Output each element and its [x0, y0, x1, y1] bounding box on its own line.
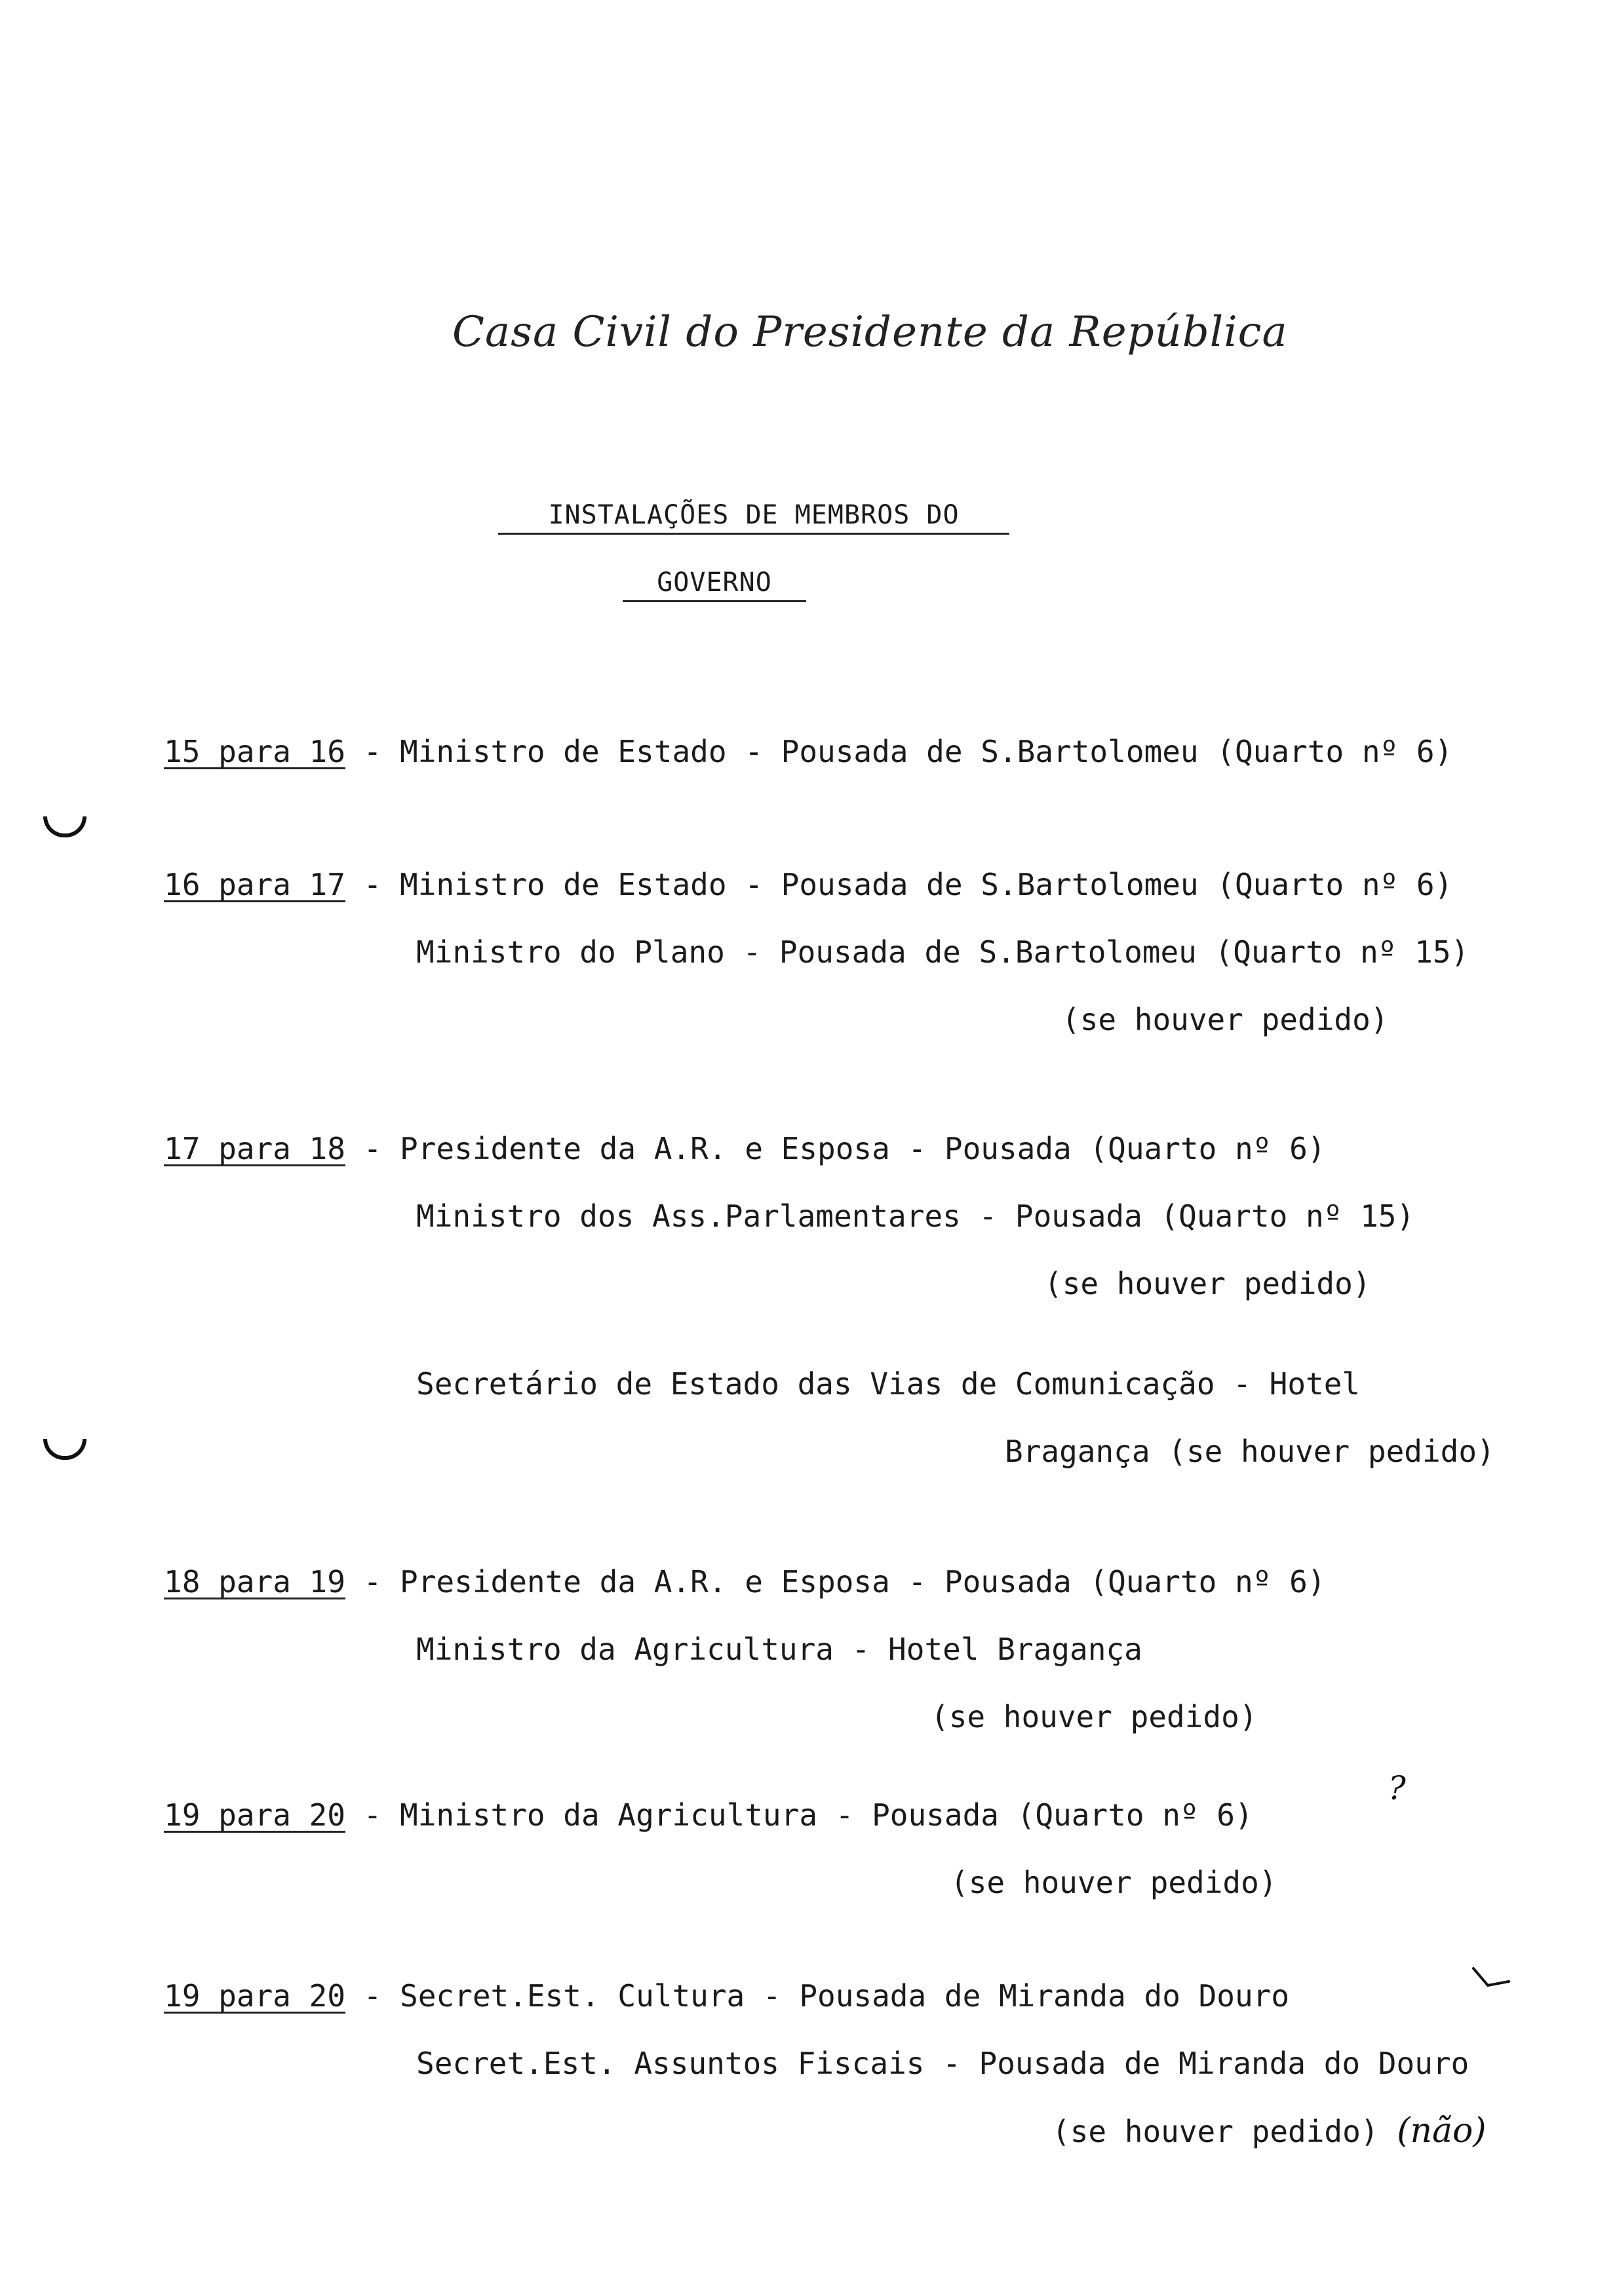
period-separator: -: [345, 1978, 400, 2014]
period-separator: -: [345, 1564, 400, 1599]
stay-entry: [164, 1548, 1606, 1751]
letterhead: Casa Civil do Presidente da República: [452, 308, 1288, 356]
stay-period: 15 para 16: [164, 734, 345, 769]
stay-entry: [164, 1962, 1606, 2165]
stay-line: [164, 718, 1606, 786]
stay-note: (se houver pedido): [1062, 1002, 1389, 1037]
document-title-line-2: GOVERNO: [623, 567, 806, 602]
stay-entry: [164, 1115, 1606, 1485]
stay-guest: Ministro da Agricultura - Hotel Bragança: [416, 1632, 1142, 1667]
stay-guest: Presidente da A.R. e Esposa - Pousada (Quarto nº 6): [400, 1131, 1326, 1166]
stay-guest: Ministro do Plano - Pousada de S.Bartolomeu (Quarto nº 15): [416, 934, 1469, 970]
stay-note: (se houver pedido): [931, 1699, 1258, 1734]
handwritten-check-mark: [43, 816, 87, 837]
stay-entry: [164, 718, 1606, 786]
stay-period: 18 para 19: [164, 1564, 345, 1599]
stay-guest: Presidente da A.R. e Esposa - Pousada (Quarto nº 6): [400, 1564, 1326, 1599]
period-separator: -: [345, 867, 400, 902]
period-separator: -: [345, 1131, 400, 1166]
stay-note: (se houver pedido): [950, 1865, 1277, 1900]
period-separator: -: [345, 1797, 400, 1833]
stay-entry: [164, 851, 1606, 1054]
stay-line: [164, 1548, 1606, 1616]
stay-line: [164, 1962, 1606, 2030]
period-separator: -: [345, 734, 400, 769]
stay-guest: Secret.Est. Cultura - Pousada de Miranda do Douro: [400, 1978, 1290, 2014]
handwritten-note: (não): [1397, 2111, 1487, 2151]
stay-line: [164, 1115, 1606, 1183]
spacer: [164, 1318, 1606, 1350]
handwritten-tick-mark: [1468, 1963, 1514, 1996]
stay-period: 16 para 17: [164, 867, 345, 902]
stay-period: 19 para 20: [164, 1978, 345, 2014]
stay-guest: Secretário de Estado das Vias de Comunicação - Hotel: [416, 1366, 1361, 1402]
stay-note: (se houver pedido): [1044, 1266, 1371, 1301]
stay-line: [164, 851, 1606, 919]
stay-guest: Ministro de Estado - Pousada de S.Bartolomeu (Quarto nº 6): [400, 734, 1453, 769]
document-title-line-1: INSTALAÇÕES DE MEMBROS DO: [498, 500, 1009, 535]
stay-guest: Ministro da Agricultura - Pousada (Quarto nº 6): [400, 1797, 1253, 1833]
handwritten-question-mark: ?: [1388, 1769, 1406, 1807]
stay-period: 19 para 20: [164, 1797, 345, 1833]
stay-guest: Ministro dos Ass.Parlamentares - Pousada (Quarto nº 15): [416, 1198, 1415, 1234]
stay-note: Bragança (se houver pedido): [1005, 1434, 1495, 1469]
stay-note: [164, 2097, 1606, 2165]
handwritten-check-mark: [43, 1439, 87, 1460]
stay-guest: Ministro de Estado - Pousada de S.Bartolomeu (Quarto nº 6): [400, 867, 1453, 902]
stay-guest: Secret.Est. Assuntos Fiscais - Pousada de Miranda do Douro: [416, 2046, 1469, 2081]
stay-period: 17 para 18: [164, 1131, 345, 1166]
stay-note-text: (se houver pedido): [1052, 2114, 1379, 2149]
